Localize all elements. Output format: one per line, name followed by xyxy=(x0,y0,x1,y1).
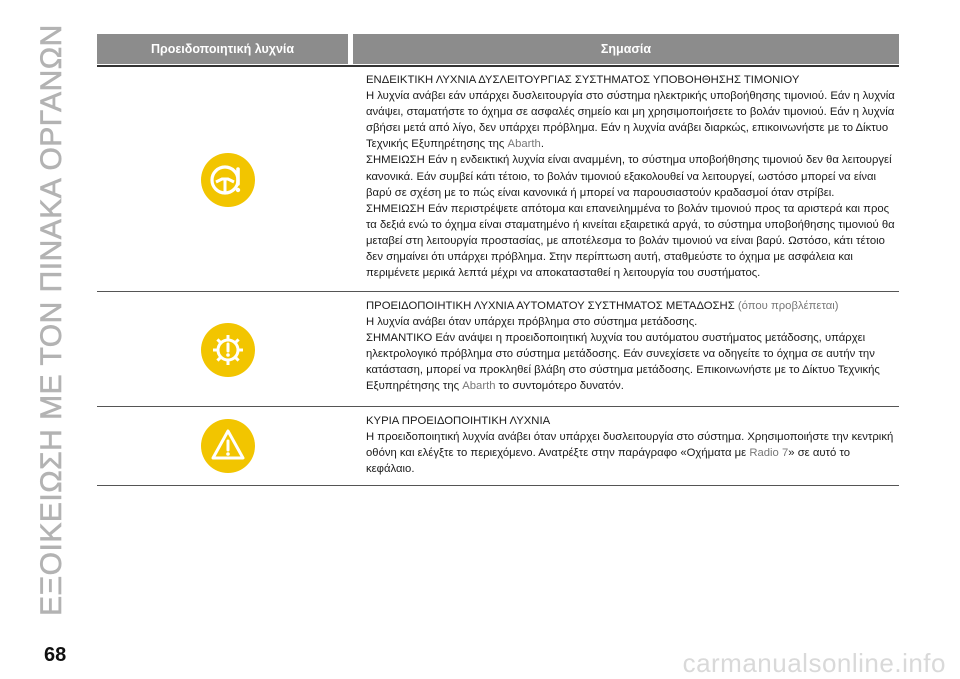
body-text: ΠΡΟΕΙΔΟΠΟΙΗΤΙΚΗ ΛΥΧΝΙΑ ΑΥΤΟΜΑΤΟΥ ΣΥΣΤΗΜΑΤΟΣ ΜΕΤΑΔΟΣΗΣ xyxy=(366,300,738,312)
body-text: » σε αυτό το κεφάλαιο. xyxy=(366,447,851,476)
body-text: Η προειδοποιητική λυχνία ανάβει όταν υπάρχει δυσλειτουργία στο σύστημα. Χρησιμοποιήστε την κεντρική οθόνη και ελέγξτε το περιεχόμενο. Ανατρέξτε στην παράγραφο «Οχήματα με xyxy=(366,431,894,460)
meaning-paragraph xyxy=(366,201,896,281)
body-text: ΚΥΡΙΑ ΠΡΟΕΙΔΟΠΟΙΗΤΙΚΗ ΛΥΧΝΙΑ xyxy=(366,415,551,427)
body-text: το συντομότερο δυνατόν. xyxy=(495,380,624,393)
table-header xyxy=(97,34,899,64)
meaning-paragraph xyxy=(366,72,896,88)
header-meaning: Σημασία xyxy=(353,34,899,64)
meaning-paragraph xyxy=(366,413,896,429)
header-warning-light: Προειδοποιητική λυχνία xyxy=(97,34,348,64)
row-3-text xyxy=(366,413,896,477)
body-text: . xyxy=(540,138,544,151)
gear-warning-icon xyxy=(200,322,256,378)
body-text: ΣΗΜΕΙΩΣΗ Εάν περιστρέψετε απότομα και επανειλημμένα το βολάν τιμονιού προς τα αριστερά και προς τα δεξιά ενώ το όχημα είναι σταματημένο ή κινείται εξαιρετικά αργά, το σύστημα υποβοήθησης τιμονιού θα μεταβεί στη λειτουργία προστασίας, με αποτέλεσμα το βολάν τιμονιού να είναι βαρύ. Ωστόσο, κάτι τέτοιο δεν σημαίνει ότι υπάρχει πρόβλημα. Στην περίπτωση αυτή, σταθμεύστε το όχημα με ασφάλεια και περιμένετε μερικά λεπτά μέχρι να αποκατασταθεί η λειτουργία του συστήματος. xyxy=(366,202,895,280)
watermark: carmanualsonline.info xyxy=(682,648,946,678)
meaning-paragraph xyxy=(366,314,896,330)
master-warning-triangle-icon xyxy=(200,418,256,474)
brand-text: (όπου προβλέπεται) xyxy=(737,300,839,312)
page-number: 68 xyxy=(44,644,67,666)
body-text: Η λυχνία ανάβει εάν υπάρχει δυσλειτουργία στο σύστημα ηλεκτρικής υποβοήθησης τιμονιού. Εάν η λυχνία ανάψει, σταματήστε το όχημα σε ασφαλές σημείο και μη χρησιμοποιήσετε το βολάν τιμονιού. Εάν η λυχνία σβήσει μετά από λίγο, δεν υπάρχει πρόβλημα. Εάν η λυχνία ανάβει διαρκώς, επικοινωνήστε με το Δίκτυο Τεχνικής Εξυπηρέτησης της xyxy=(366,90,895,151)
steering-wheel-warning-icon xyxy=(200,152,256,208)
chapter-title-text: ΕΞΟΙΚΕΙΩΣΗ ΜΕ ΤΟΝ ΠΙΝΑΚΑ ΟΡΓΑΝΩΝ xyxy=(35,24,69,616)
body-text: ΣΗΜΑΝΤΙΚΟ Εάν ανάψει η προειδοποιητική λυχνία του αυτόματου συστήματος μετάδοσης, υπάρχει ηλεκτρολογικό πρόβλημα στο σύστημα μετάδοσης. Εάν συνεχίσετε να οδηγείτε το όχημα σε αυτήν την κατάσταση, μπορεί να προκληθεί βλάβη στο σύστημα μετάδοσης. Επικοινωνήστε με το Δίκτυο Τεχνικής Εξυπηρέτησης της xyxy=(366,332,880,393)
brand-text: Radio 7 xyxy=(749,447,789,460)
meaning-paragraph xyxy=(366,330,896,394)
meaning-paragraph xyxy=(366,88,896,152)
row-1-text xyxy=(366,72,896,281)
brand-text: Abarth xyxy=(462,380,496,393)
body-text: ΣΗΜΕΙΩΣΗ Εάν η ενδεικτική λυχνία είναι αναμμένη, το σύστημα υποβοήθησης τιμονιού δεν θα λειτουργεί κανονικά. Εάν συμβεί κάτι τέτοιο, το βολάν τιμονιού εξακολουθεί να λειτουργεί, ωστόσο μπορεί να είναι βαρύ σε σχέση με το πώς είναι κανονικά ή μπορεί να παρουσιαστούν κραδασμοί όταν στρίβει. xyxy=(366,154,892,199)
body-text: Η λυχνία ανάβει όταν υπάρχει πρόβλημα στο σύστημα μετάδοσης. xyxy=(366,316,698,329)
meaning-paragraph xyxy=(366,298,896,314)
meaning-paragraph xyxy=(366,152,896,200)
body-text: ΕΝΔΕΙΚΤΙΚΗ ΛΥΧΝΙΑ ΔΥΣΛΕΙΤΟΥΡΓΙΑΣ ΣΥΣΤΗΜΑΤΟΣ ΥΠΟΒΟΗΘΗΣΗΣ ΤΙΜΟΝΙΟΥ xyxy=(366,74,800,86)
brand-text: Abarth xyxy=(507,138,541,151)
row-2-text xyxy=(366,298,896,395)
meaning-paragraph xyxy=(366,429,896,477)
chapter-side-title xyxy=(22,20,82,620)
